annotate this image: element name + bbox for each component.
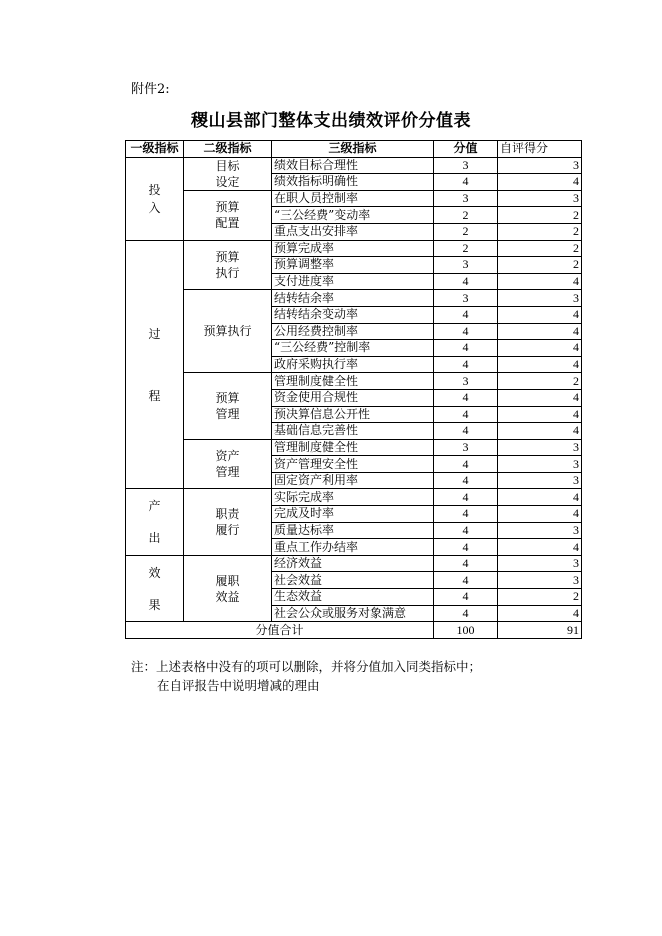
total-score: 100 [434,622,498,639]
header-self-score: 自评得分 [498,141,582,158]
score-cell: 2 [434,207,498,224]
level3-name: 预算完成率 [272,240,434,257]
level3-name: 经济效益 [272,555,434,572]
self-score-cell: 4 [498,406,582,423]
score-cell: 2 [434,240,498,257]
score-cell: 3 [434,290,498,307]
level3-name: 管理制度健全性 [272,373,434,390]
level3-name: 绩效指标明确性 [272,174,434,191]
score-cell: 4 [434,589,498,606]
header-score: 分值 [434,141,498,158]
header-level2: 二级指标 [184,141,272,158]
table-row [126,439,582,456]
level3-name: 重点工作办结率 [272,539,434,556]
level1-output: 产 出 [126,489,184,555]
level3-name: 预算调整率 [272,257,434,274]
table-row [126,157,582,174]
level3-name: 绩效目标合理性 [272,157,434,174]
self-score-cell: 2 [498,589,582,606]
level1-effect: 效 果 [126,555,184,621]
self-score-cell: 2 [498,240,582,257]
level3-name: 支付进度率 [272,273,434,290]
level3-name: 基础信息完善性 [272,423,434,440]
score-cell: 4 [434,539,498,556]
footnote-line-1: 注：上述表格中没有的项可以删除，并将分值加入同类指标中； [131,659,482,674]
self-score-cell: 4 [498,506,582,523]
level3-name: “三公经费”变动率 [272,207,434,224]
self-score-cell: 3 [498,157,582,174]
self-score-cell: 4 [498,306,582,323]
level3-name: 完成及时率 [272,506,434,523]
score-cell: 4 [434,489,498,506]
level2-benefit: 履职效益 [184,555,272,621]
self-score-cell: 3 [498,456,582,473]
score-cell: 4 [434,306,498,323]
table-row [126,555,582,572]
total-label: 分值合计 [126,622,434,639]
score-cell: 4 [434,423,498,440]
footnote [131,657,481,695]
level2-goal: 目标设定 [184,157,272,190]
score-cell: 4 [434,356,498,373]
self-score-cell: 3 [498,555,582,572]
self-score-cell: 4 [498,423,582,440]
self-score-cell: 2 [498,207,582,224]
self-score-cell: 4 [498,340,582,357]
self-score-cell: 4 [498,605,582,622]
level3-name: “三公经费”控制率 [272,340,434,357]
level3-name: 实际完成率 [272,489,434,506]
level3-name: 固定资产利用率 [272,472,434,489]
table-row [126,240,582,257]
score-cell: 4 [434,174,498,191]
header-row [126,141,582,158]
self-score-cell: 4 [498,489,582,506]
level2-budget-exec-2: 预算执行 [184,290,272,373]
self-score-cell: 3 [498,190,582,207]
self-score-cell: 2 [498,257,582,274]
score-cell: 4 [434,323,498,340]
self-score-cell: 3 [498,439,582,456]
table-row [126,489,582,506]
attachment-label: 附件2: [131,82,170,97]
level2-budget-config: 预算配置 [184,190,272,240]
score-cell: 3 [434,373,498,390]
score-cell: 4 [434,389,498,406]
score-cell: 4 [434,340,498,357]
self-score-cell: 4 [498,389,582,406]
score-cell: 3 [434,190,498,207]
self-score-cell: 3 [498,522,582,539]
score-cell: 3 [434,257,498,274]
total-row [126,622,582,639]
page-title: 稷山县部门整体支出绩效评价分值表 [191,111,471,131]
score-cell: 4 [434,406,498,423]
level3-name: 政府采购执行率 [272,356,434,373]
self-score-cell: 2 [498,223,582,240]
score-cell: 4 [434,273,498,290]
level3-name: 资产管理安全性 [272,456,434,473]
header-level3: 三级指标 [272,141,434,158]
score-cell: 2 [434,223,498,240]
level3-name: 质量达标率 [272,522,434,539]
score-cell: 4 [434,472,498,489]
level1-process: 过 程 [126,240,184,489]
level3-name: 社会效益 [272,572,434,589]
level3-name: 社会公众或服务对象满意 [272,605,434,622]
header-level1: 一级指标 [126,141,184,158]
level3-name: 管理制度健全性 [272,439,434,456]
score-cell: 4 [434,572,498,589]
score-table [125,140,582,639]
level1-input: 投 入 [126,157,184,240]
level3-name: 公用经费控制率 [272,323,434,340]
table-row [126,290,582,307]
total-self-score: 91 [498,622,582,639]
score-cell: 4 [434,555,498,572]
level3-name: 结转结余变动率 [272,306,434,323]
level3-name: 生态效益 [272,589,434,606]
footnote-line-2: 在自评报告中说明增减的理由 [157,678,320,693]
self-score-cell: 4 [498,273,582,290]
self-score-cell: 3 [498,572,582,589]
self-score-cell: 3 [498,290,582,307]
self-score-cell: 4 [498,174,582,191]
self-score-cell: 4 [498,539,582,556]
score-cell: 4 [434,456,498,473]
score-cell: 4 [434,522,498,539]
score-cell: 3 [434,157,498,174]
level2-budget-mgmt: 预算管理 [184,373,272,439]
level2-duty: 职责履行 [184,489,272,555]
score-cell: 4 [434,605,498,622]
level3-name: 预决算信息公开性 [272,406,434,423]
table-row [126,373,582,390]
self-score-cell: 3 [498,472,582,489]
score-cell: 3 [434,439,498,456]
self-score-cell: 2 [498,373,582,390]
level3-name: 资金使用合规性 [272,389,434,406]
level3-name: 结转结余率 [272,290,434,307]
self-score-cell: 4 [498,356,582,373]
level2-budget-exec: 预算执行 [184,240,272,290]
self-score-cell: 4 [498,323,582,340]
score-cell: 4 [434,506,498,523]
level3-name: 在职人员控制率 [272,190,434,207]
level2-asset-mgmt: 资产管理 [184,439,272,489]
table-row [126,190,582,207]
level3-name: 重点支出安排率 [272,223,434,240]
